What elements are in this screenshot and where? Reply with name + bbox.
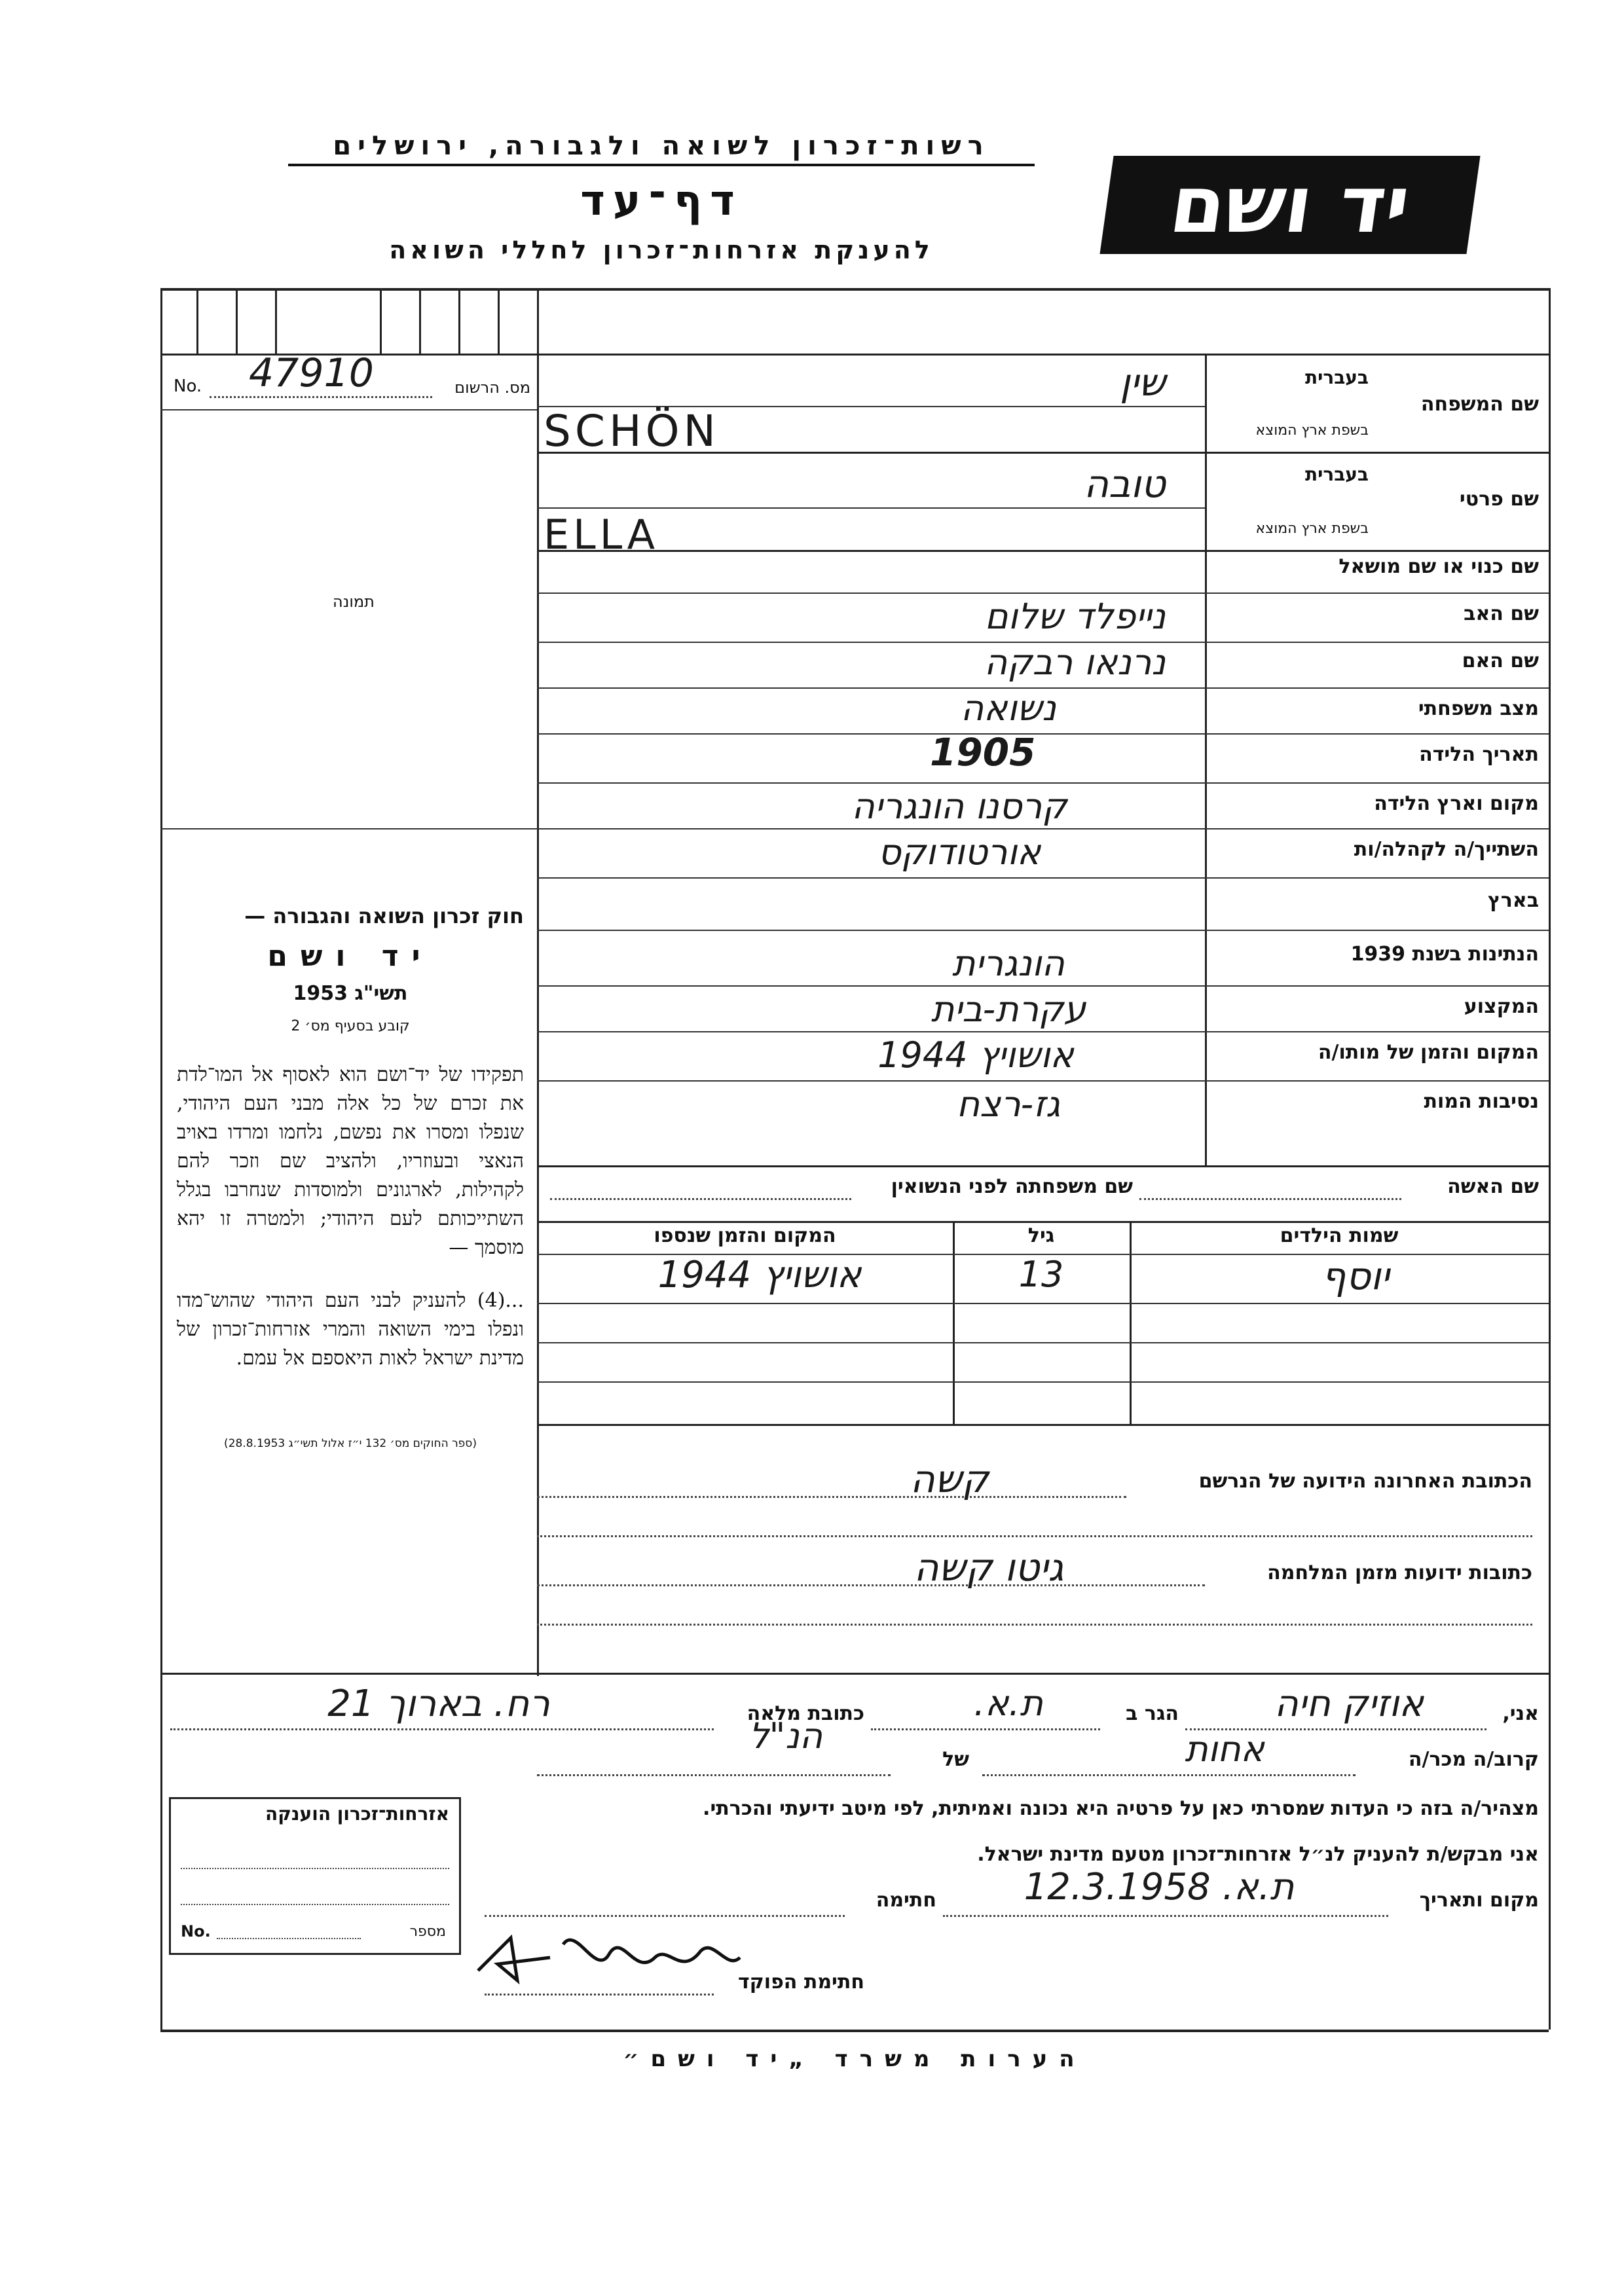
row-line-circumstances [537,1165,1549,1167]
row-line-family [537,452,1549,454]
cert-line-1 [181,1868,449,1869]
grid-box-7 [498,288,500,355]
community-value: אורטודוקס [877,831,1041,873]
of-label: של [942,1748,969,1771]
law-citation: (ספר החוקים מס׳ 132 י״ז אלול תשי״ג 28.8.1953) [224,1437,477,1450]
relation-line [982,1774,1356,1776]
nickname-label: שם כנוי או שם מושאל [1338,555,1539,578]
row-line-birthdate [537,782,1549,784]
children-col-divider-1 [953,1221,955,1424]
wartime-blank-line [537,1624,1532,1626]
cert-number-label: מספר [409,1923,446,1940]
country-label: בארץ [1487,889,1539,912]
marital-value: נשואה [961,687,1056,729]
circumstances-label: נסיבות המות [1424,1090,1539,1113]
form-right-border [1549,288,1551,2030]
birth-date-value: 1905 [930,730,1036,774]
row-line-marital [537,733,1549,735]
child-name: יוסף [1321,1254,1390,1298]
marital-label: מצב משפחתי [1418,697,1539,720]
children-row-line-1 [537,1303,1549,1304]
reg-label: מס. הרשום [454,378,530,397]
grid-box-2 [236,288,238,355]
law-heading: חוק זכרון השואה והגבורה — [244,903,524,928]
yad-vashem-logo [1099,156,1480,254]
place-date-label: מקום ותאריך [1419,1889,1539,1912]
label-column-divider [1205,354,1207,1165]
child-age: 13 [1018,1254,1064,1295]
logo-text: יד ושם [1164,159,1416,251]
request-text: אני מבקש/ת להעניק לנ״ל אזרחות־זכרון מטעם מדינת ישראל. [977,1843,1539,1866]
form-bottom-border [160,2030,1549,2032]
death-value: אושויץ 1944 [877,1034,1074,1076]
declarant-city-line [871,1728,1100,1730]
children-col-divider-2 [1130,1221,1132,1424]
declarant-city: ת.א. [974,1683,1043,1724]
official-signature [471,1918,747,2003]
row-line-death [537,1080,1549,1082]
law-year: תשי"ג 1953 [293,982,408,1005]
family-name-origin: SCHÖN [544,406,720,456]
mother-value: נרנאו רבקה [984,642,1166,683]
signature-label: חתימה [876,1889,936,1912]
registration-number: 47910 [249,350,374,396]
wife-label: שם האשה [1447,1175,1539,1198]
maiden-dotted-line [550,1198,851,1200]
statement-text: מצהיר/ה בזה כי העדות שמסרתי כאן על פרטיה היא נכונה ואמיתית, לפי מיטב ידיעתי והכרתי. [703,1797,1539,1820]
declaration-top-line [160,1673,1549,1675]
birth-place-value: קרסנו הונגריה [851,786,1067,827]
relation-value: אחות [1185,1728,1264,1770]
father-label: שם האב [1464,602,1539,625]
family-hebrew-label: בעברית [1304,367,1369,388]
first-mid-line [537,507,1205,509]
form-left-border [160,288,162,2030]
father-value: נייפלד שלום [984,596,1166,637]
first-origin-label: בשפת ארץ המוצא [1255,520,1369,537]
children-col-place: המקום והזמן שנספו [654,1224,836,1247]
certificate-title: אזרחות־זכרון הוענקה [265,1803,449,1825]
first-name-label: שם פרטי [1459,488,1539,511]
declarant-name: אוזיק חיה [1274,1683,1424,1725]
grid-box-1 [196,288,198,355]
children-row-line-2 [537,1342,1549,1343]
official-signature-line [485,1994,714,1995]
row-line-first [537,550,1549,552]
children-row-line-3 [537,1381,1549,1383]
place-date-line [943,1915,1388,1917]
page-title: דף־עד [580,177,743,225]
official-signature-label: חתימת הפוקד [738,1971,864,1994]
place-date-value: ת.א. 12.3.1958 [1024,1866,1295,1908]
occupation-label: המקצוע [1464,995,1539,1018]
row-line-nickname [537,592,1549,594]
cert-no-label: No. [181,1922,211,1941]
wartime-address-value: גיטו קשה [913,1545,1064,1590]
no-label: No. [174,376,202,396]
maiden-label: שם משפחתה לפני הנשואין [891,1175,1133,1198]
of-value: הנ"ל [748,1715,823,1757]
form-top-border [160,288,1549,291]
address-blank-line [537,1535,1532,1537]
declarant-i-label: אני, [1502,1702,1539,1725]
circumstances-value: גז-רצח [956,1084,1061,1125]
last-address-value: קשה [910,1457,989,1501]
grid-box-6 [458,288,460,355]
cert-number-line [217,1938,361,1939]
child-place: אושויץ 1944 [657,1254,862,1296]
family-origin-label: בשפת ארץ המוצא [1255,422,1369,439]
row-line-wife [537,1221,1549,1223]
law-paragraph-2: ...(4) להעניק לבני העם היהודי שהוש־מדו ונפלו בימי השואה והמרי אזרחות־זכרון של מדינת ישראל לאות היאספם אל עמם. [177,1289,524,1370]
birth-place-label: מקום וארץ הלידה [1374,792,1539,815]
first-hebrew-label: בעברית [1304,464,1369,485]
relation-label: קרוב/ה מכר/ה [1408,1748,1539,1771]
community-label: השתייך/ה לקהלה/ות [1354,838,1539,861]
reg-number-line [210,396,432,398]
law-name: יד ושם [267,939,434,973]
row-line-birthplace [537,828,1549,829]
citizenship-label: הנתינות בשנת 1939 [1350,943,1539,966]
family-name-hebrew: שין [1120,360,1166,405]
wartime-address-label: כתובות ידועות מזמן המלחמה [1267,1561,1532,1584]
lives-label: הגר ב [1126,1702,1179,1725]
law-clause: קובע בסעיף מס׳ 2 [291,1018,410,1034]
photo-bottom-line [160,828,537,829]
authority-title: רשות־זכרון לשואה ולגבורה, ירושלים [288,131,1035,166]
grid-box-5 [419,288,421,355]
footer-notes: הערות משרד „יד ושם״ [623,2046,1086,2072]
photo-label: תמונה [333,592,375,611]
occupation-value: עקרת-בית [931,989,1086,1030]
of-line [537,1774,891,1776]
children-col-age: גיל [1027,1224,1055,1247]
signature-line [485,1915,845,1917]
row-line-community [537,877,1549,879]
citizenship-value: הונגרית [952,943,1065,984]
page-subtitle: להענקת אזרחות־זכרון לחללי השואה [389,236,934,264]
children-col-names: שמות הילדים [1280,1224,1399,1247]
row-line-country [537,930,1549,931]
first-name-origin: ELLA [544,511,659,558]
wife-dotted-line [1139,1198,1401,1200]
declarant-address-line [170,1728,714,1730]
certificate-box [169,1797,461,1955]
first-name-hebrew: טובה [1084,462,1166,506]
law-paragraph-1: תפקידו של יד־ושם הוא לאסוף אל המו־לדת את זכרם של כל אלה מבני העם היהודי, שנפלו ומסרו את נפשם, נלחמו ומרדו באויב הנאצי ובעוזריו, ולהציב שם וזכר להם לקהילות, לארגונים ולמוסדות שנחרבו בגלל השתייכותם לעם היהודי; ולמטרה זו יהא מוסמך — [177,1063,524,1259]
left-column-divider [537,288,539,1676]
row-line-citizenship [537,985,1549,987]
row-line-occupation [537,1031,1549,1032]
family-name-label: שם המשפחה [1420,393,1539,416]
last-address-label: הכתובת האחרונה הידועה של הנרשם [1198,1470,1532,1493]
full-address-label: כתובת מלאה [747,1702,864,1725]
death-label: המקום והזמן של מותו/ה [1318,1041,1539,1064]
declarant-address: רח. בארוך 21 [327,1683,550,1725]
mother-label: שם האם [1462,649,1539,672]
cert-line-2 [181,1904,449,1905]
reg-row-line [160,409,537,410]
birth-date-label: תאריך הלידה [1419,743,1539,766]
grid-box-4 [380,288,382,355]
children-bottom-line [537,1424,1549,1426]
grid-box-3 [275,288,277,355]
